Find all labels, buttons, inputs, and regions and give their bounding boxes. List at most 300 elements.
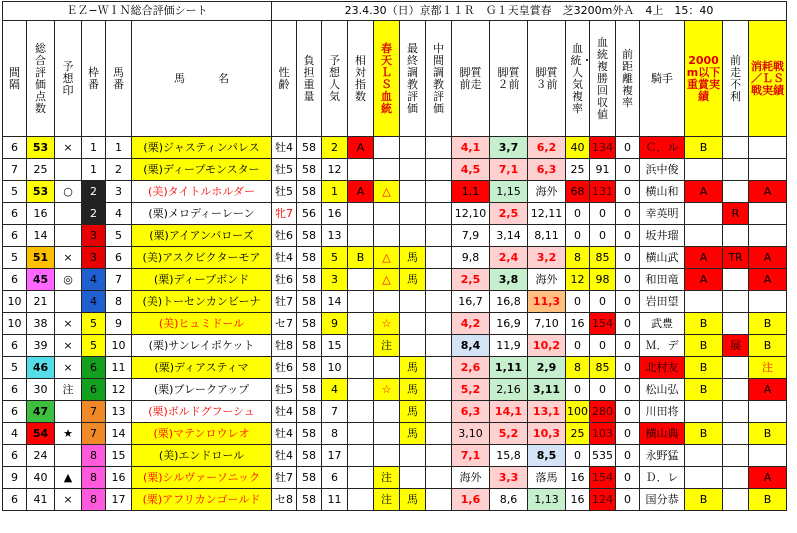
relative-index-cell: [348, 357, 374, 379]
popularity-cell: 7: [322, 401, 348, 423]
popularity-cell: 13: [322, 225, 348, 247]
return-value-cell: 124: [590, 489, 616, 511]
interval-cell: 6: [3, 225, 27, 247]
bloodline-rate-cell: 16: [566, 489, 590, 511]
relative-index-cell: A: [348, 137, 374, 159]
score-cell: 21: [27, 291, 55, 313]
bloodline-rate-cell: 8: [566, 357, 590, 379]
return-value-cell: 0: [590, 225, 616, 247]
horse-number-cell: 14: [106, 423, 132, 445]
score-cell: 51: [27, 247, 55, 269]
bloodline-rate-cell: 0: [566, 291, 590, 313]
interval-cell: 5: [3, 357, 27, 379]
frame-number-cell: 4: [82, 269, 106, 291]
weight-cell: 58: [297, 335, 322, 357]
final-workout-cell: 馬: [400, 247, 426, 269]
interval-cell: 6: [3, 137, 27, 159]
running-style-cell: 海外: [528, 269, 566, 291]
mid-workout-cell: [426, 291, 452, 313]
running-style-cell: 3,7: [490, 137, 528, 159]
header-saishu: 最終調教評価: [400, 21, 426, 137]
horse-name-cell: (栗)アフリカンゴールド: [132, 489, 272, 511]
mid-workout-cell: [426, 137, 452, 159]
running-style-cell: 4,2: [452, 313, 490, 335]
score-cell: 54: [27, 423, 55, 445]
header-seirei: 性齢: [272, 21, 297, 137]
prev-race-disadvantage-cell: TR: [723, 247, 749, 269]
graded-record-cell: A: [685, 247, 723, 269]
score-cell: 53: [27, 181, 55, 203]
header-ashi-mae: 脚質前走: [452, 21, 490, 137]
horse-number-cell: 17: [106, 489, 132, 511]
bloodline-rate-cell: 8: [566, 247, 590, 269]
graded-record-cell: B: [685, 137, 723, 159]
graded-record-cell: B: [685, 489, 723, 511]
header-ashi-3: 脚質３前: [528, 21, 566, 137]
table-row: [3, 247, 787, 269]
horse-number-cell: 11: [106, 357, 132, 379]
graded-record-cell: B: [685, 335, 723, 357]
final-workout-cell: 馬: [400, 379, 426, 401]
interval-cell: 10: [3, 313, 27, 335]
return-value-cell: 535: [590, 445, 616, 467]
weight-cell: 58: [297, 159, 322, 181]
relative-index-cell: [348, 335, 374, 357]
frame-number-cell: 7: [82, 423, 106, 445]
sex-age-cell: 牡4: [272, 423, 297, 445]
attrition-record-cell: A: [749, 269, 787, 291]
prev-distance-rate-cell: 0: [616, 291, 640, 313]
header-yoso: 予想印: [55, 21, 82, 137]
prev-race-disadvantage-cell: [723, 181, 749, 203]
prev-distance-rate-cell: 0: [616, 423, 640, 445]
horse-name-cell: (美)エンドロール: [132, 445, 272, 467]
graded-record-cell: B: [685, 423, 723, 445]
bloodline-rate-cell: 0: [566, 335, 590, 357]
running-style-cell: 1,6: [452, 489, 490, 511]
table-row: [3, 313, 787, 335]
table-row: [3, 445, 787, 467]
mid-workout-cell: [426, 467, 452, 489]
horse-name-cell: (美)タイトルホルダー: [132, 181, 272, 203]
running-style-cell: 2,9: [528, 357, 566, 379]
popularity-cell: 10: [322, 357, 348, 379]
score-cell: 14: [27, 225, 55, 247]
weight-cell: 58: [297, 489, 322, 511]
prev-distance-rate-cell: 0: [616, 203, 640, 225]
prev-race-disadvantage-cell: [723, 225, 749, 247]
running-style-cell: 16,9: [490, 313, 528, 335]
prediction-mark-cell: ×: [55, 357, 82, 379]
weight-cell: 58: [297, 247, 322, 269]
ls-bloodline-cell: [374, 401, 400, 423]
header-sogo: 総合評価点数: [27, 21, 55, 137]
weight-cell: 58: [297, 181, 322, 203]
running-style-cell: 2,16: [490, 379, 528, 401]
ls-bloodline-cell: 注: [374, 335, 400, 357]
bloodline-rate-cell: 16: [566, 467, 590, 489]
weight-cell: 58: [297, 423, 322, 445]
weight-cell: 58: [297, 379, 322, 401]
horse-number-cell: 6: [106, 247, 132, 269]
running-style-cell: 1,13: [528, 489, 566, 511]
popularity-cell: 16: [322, 203, 348, 225]
attrition-record-cell: A: [749, 247, 787, 269]
ls-bloodline-cell: △: [374, 181, 400, 203]
table-row: [3, 137, 787, 159]
title-row: [3, 2, 787, 21]
graded-record-cell: [685, 401, 723, 423]
score-cell: 40: [27, 467, 55, 489]
running-style-cell: 7,1: [490, 159, 528, 181]
jockey-cell: 松山弘: [640, 379, 685, 401]
table-row: [3, 203, 787, 225]
running-style-cell: 6,2: [528, 137, 566, 159]
frame-number-cell: 3: [82, 247, 106, 269]
horse-number-cell: 13: [106, 401, 132, 423]
jockey-cell: 坂井瑠: [640, 225, 685, 247]
interval-cell: 7: [3, 159, 27, 181]
mid-workout-cell: [426, 401, 452, 423]
sex-age-cell: 牝7: [272, 203, 297, 225]
sex-age-cell: セ8: [272, 489, 297, 511]
interval-cell: 5: [3, 181, 27, 203]
table-row: [3, 269, 787, 291]
ls-bloodline-cell: ☆: [374, 379, 400, 401]
running-style-cell: 14,1: [490, 401, 528, 423]
sex-age-cell: 牡6: [272, 357, 297, 379]
prev-distance-rate-cell: 0: [616, 379, 640, 401]
horse-name-cell: (栗)シルヴァーソニック: [132, 467, 272, 489]
running-style-cell: 2,5: [452, 269, 490, 291]
mid-workout-cell: [426, 445, 452, 467]
graded-record-cell: B: [685, 357, 723, 379]
running-style-cell: 10,2: [528, 335, 566, 357]
running-style-cell: 6,3: [528, 159, 566, 181]
prev-race-disadvantage-cell: 展: [723, 335, 749, 357]
graded-record-cell: A: [685, 181, 723, 203]
prev-race-disadvantage-cell: [723, 137, 749, 159]
jockey-cell: 浜中俊: [640, 159, 685, 181]
frame-number-cell: 2: [82, 203, 106, 225]
score-cell: 41: [27, 489, 55, 511]
running-style-cell: 2,4: [490, 247, 528, 269]
popularity-cell: 14: [322, 291, 348, 313]
prediction-mark-cell: ★: [55, 423, 82, 445]
prediction-mark-cell: ×: [55, 489, 82, 511]
horse-name-cell: (栗)ディープボンド: [132, 269, 272, 291]
weight-cell: 58: [297, 401, 322, 423]
final-workout-cell: 馬: [400, 423, 426, 445]
frame-number-cell: 3: [82, 225, 106, 247]
horse-number-cell: 15: [106, 445, 132, 467]
ls-bloodline-cell: [374, 445, 400, 467]
running-style-cell: 11,9: [490, 335, 528, 357]
mid-workout-cell: [426, 225, 452, 247]
weight-cell: 58: [297, 313, 322, 335]
frame-number-cell: 7: [82, 401, 106, 423]
return-value-cell: 0: [590, 335, 616, 357]
return-value-cell: 0: [590, 379, 616, 401]
header-ketto-ninki: 血統・人気複率: [566, 21, 590, 137]
running-style-cell: 9,8: [452, 247, 490, 269]
interval-cell: 6: [3, 489, 27, 511]
jockey-cell: 国分恭: [640, 489, 685, 511]
mid-workout-cell: [426, 379, 452, 401]
running-style-cell: 4,1: [452, 137, 490, 159]
relative-index-cell: [348, 489, 374, 511]
horse-name-cell: (栗)メロディーレーン: [132, 203, 272, 225]
prev-distance-rate-cell: 0: [616, 137, 640, 159]
ls-bloodline-cell: ☆: [374, 313, 400, 335]
evaluation-table: [2, 1, 787, 511]
prediction-mark-cell: [55, 159, 82, 181]
prev-distance-rate-cell: 0: [616, 247, 640, 269]
frame-number-cell: 6: [82, 357, 106, 379]
prev-distance-rate-cell: 0: [616, 313, 640, 335]
final-workout-cell: [400, 159, 426, 181]
attrition-record-cell: A: [749, 379, 787, 401]
table-row: [3, 181, 787, 203]
return-value-cell: 103: [590, 423, 616, 445]
running-style-cell: 3,3: [490, 467, 528, 489]
prev-distance-rate-cell: 0: [616, 159, 640, 181]
interval-cell: 5: [3, 247, 27, 269]
attrition-record-cell: [749, 401, 787, 423]
jockey-cell: 岩田望: [640, 291, 685, 313]
running-style-cell: 落馬: [528, 467, 566, 489]
horse-number-cell: 4: [106, 203, 132, 225]
return-value-cell: 85: [590, 247, 616, 269]
mid-workout-cell: [426, 203, 452, 225]
mid-workout-cell: [426, 335, 452, 357]
header-juusho: 2000m以下重賞実績: [685, 21, 723, 137]
sex-age-cell: 牡4: [272, 137, 297, 159]
interval-cell: 4: [3, 423, 27, 445]
running-style-cell: 4,5: [452, 159, 490, 181]
header-ashi-2: 脚質２前: [490, 21, 528, 137]
attrition-record-cell: B: [749, 423, 787, 445]
score-cell: 53: [27, 137, 55, 159]
interval-cell: 9: [3, 467, 27, 489]
final-workout-cell: [400, 467, 426, 489]
attrition-record-cell: [749, 445, 787, 467]
graded-record-cell: [685, 225, 723, 247]
sex-age-cell: 牡6: [272, 225, 297, 247]
bloodline-rate-cell: 25: [566, 159, 590, 181]
prev-distance-rate-cell: 0: [616, 335, 640, 357]
running-style-cell: 15,8: [490, 445, 528, 467]
table-row: [3, 335, 787, 357]
relative-index-cell: [348, 159, 374, 181]
running-style-cell: 7,1: [452, 445, 490, 467]
running-style-cell: 8,4: [452, 335, 490, 357]
jockey-cell: 武豊: [640, 313, 685, 335]
popularity-cell: 11: [322, 489, 348, 511]
running-style-cell: 3,10: [452, 423, 490, 445]
horse-name-cell: (栗)ボルドグフーシュ: [132, 401, 272, 423]
final-workout-cell: [400, 445, 426, 467]
header-zenso-furi: 前走不利: [723, 21, 749, 137]
final-workout-cell: 馬: [400, 401, 426, 423]
horse-name-cell: (栗)ブレークアップ: [132, 379, 272, 401]
mid-workout-cell: [426, 269, 452, 291]
bloodline-rate-cell: 68: [566, 181, 590, 203]
sheet-title: ＥＺ−ＷＩＮ総合評価シート: [3, 2, 272, 21]
ls-bloodline-cell: △: [374, 269, 400, 291]
running-style-cell: 8,5: [528, 445, 566, 467]
frame-number-cell: 2: [82, 181, 106, 203]
score-cell: 39: [27, 335, 55, 357]
header-ketto-kaishu: 血統複勝回収値: [590, 21, 616, 137]
popularity-cell: 4: [322, 379, 348, 401]
table-row: [3, 357, 787, 379]
table-row: [3, 159, 787, 181]
ls-bloodline-cell: [374, 203, 400, 225]
ls-bloodline-cell: △: [374, 247, 400, 269]
prev-race-disadvantage-cell: R: [723, 203, 749, 225]
table-row: [3, 423, 787, 445]
jockey-cell: 横山典: [640, 423, 685, 445]
mid-workout-cell: [426, 159, 452, 181]
score-cell: 47: [27, 401, 55, 423]
sex-age-cell: 牡5: [272, 181, 297, 203]
score-cell: 30: [27, 379, 55, 401]
bloodline-rate-cell: 40: [566, 137, 590, 159]
jockey-cell: 横山武: [640, 247, 685, 269]
relative-index-cell: [348, 225, 374, 247]
frame-number-cell: 8: [82, 467, 106, 489]
running-style-cell: 3,14: [490, 225, 528, 247]
popularity-cell: 17: [322, 445, 348, 467]
running-style-cell: 7,10: [528, 313, 566, 335]
header-uma: 馬番: [106, 21, 132, 137]
table-row: [3, 379, 787, 401]
final-workout-cell: [400, 137, 426, 159]
table-body: [3, 137, 787, 511]
prev-race-disadvantage-cell: [723, 467, 749, 489]
mid-workout-cell: [426, 313, 452, 335]
return-value-cell: 98: [590, 269, 616, 291]
prediction-mark-cell: [55, 401, 82, 423]
table-row: [3, 467, 787, 489]
score-cell: 38: [27, 313, 55, 335]
header-shomo: 消耗戦／ＬＳ戦実績: [749, 21, 787, 137]
interval-cell: 6: [3, 445, 27, 467]
table-row: [3, 291, 787, 313]
prev-race-disadvantage-cell: [723, 269, 749, 291]
prev-race-disadvantage-cell: [723, 379, 749, 401]
relative-index-cell: [348, 467, 374, 489]
running-style-cell: 海外: [528, 181, 566, 203]
prev-distance-rate-cell: 0: [616, 225, 640, 247]
prediction-mark-cell: ×: [55, 137, 82, 159]
ls-bloodline-cell: 注: [374, 489, 400, 511]
sex-age-cell: 牡8: [272, 335, 297, 357]
prev-race-disadvantage-cell: [723, 159, 749, 181]
final-workout-cell: [400, 203, 426, 225]
score-cell: 25: [27, 159, 55, 181]
jockey-cell: 北村友: [640, 357, 685, 379]
weight-cell: 58: [297, 291, 322, 313]
prediction-mark-cell: [55, 291, 82, 313]
horse-name-cell: (美)ヒュミドール: [132, 313, 272, 335]
horse-name-cell: (美)トーセンカンビーナ: [132, 291, 272, 313]
score-cell: 16: [27, 203, 55, 225]
relative-index-cell: [348, 269, 374, 291]
jockey-cell: 幸英明: [640, 203, 685, 225]
horse-name-cell: (栗)ディアスティマ: [132, 357, 272, 379]
return-value-cell: 154: [590, 313, 616, 335]
weight-cell: 58: [297, 137, 322, 159]
attrition-record-cell: B: [749, 489, 787, 511]
jockey-cell: 永野猛: [640, 445, 685, 467]
header-bamei: 馬 名: [132, 21, 272, 137]
header-chukan: 中間調教評価: [426, 21, 452, 137]
relative-index-cell: [348, 379, 374, 401]
score-cell: 45: [27, 269, 55, 291]
mid-workout-cell: [426, 181, 452, 203]
ls-bloodline-cell: [374, 423, 400, 445]
running-style-cell: 16,8: [490, 291, 528, 313]
return-value-cell: 154: [590, 467, 616, 489]
prev-distance-rate-cell: 0: [616, 401, 640, 423]
popularity-cell: 9: [322, 313, 348, 335]
return-value-cell: 0: [590, 291, 616, 313]
bloodline-rate-cell: 0: [566, 445, 590, 467]
sex-age-cell: 牡7: [272, 467, 297, 489]
prev-race-disadvantage-cell: [723, 401, 749, 423]
relative-index-cell: [348, 291, 374, 313]
header-futan: 負担重量: [297, 21, 322, 137]
jockey-cell: Ｍ．デ: [640, 335, 685, 357]
prev-distance-rate-cell: 0: [616, 181, 640, 203]
weight-cell: 58: [297, 269, 322, 291]
weight-cell: 58: [297, 445, 322, 467]
sex-age-cell: 牡4: [272, 401, 297, 423]
prev-distance-rate-cell: 0: [616, 445, 640, 467]
graded-record-cell: [685, 467, 723, 489]
horse-number-cell: 1: [106, 137, 132, 159]
horse-name-cell: (栗)ディープモンスター: [132, 159, 272, 181]
relative-index-cell: [348, 401, 374, 423]
prev-race-disadvantage-cell: [723, 445, 749, 467]
bloodline-rate-cell: 25: [566, 423, 590, 445]
running-style-cell: 10,3: [528, 423, 566, 445]
running-style-cell: 16,7: [452, 291, 490, 313]
mid-workout-cell: [426, 489, 452, 511]
sex-age-cell: 牡6: [272, 269, 297, 291]
frame-number-cell: 8: [82, 489, 106, 511]
popularity-cell: 2: [322, 137, 348, 159]
header-waku: 枠番: [82, 21, 106, 137]
weight-cell: 58: [297, 225, 322, 247]
running-style-cell: 1,11: [490, 357, 528, 379]
prediction-mark-cell: [55, 225, 82, 247]
ls-bloodline-cell: [374, 159, 400, 181]
header-shunten: 春天ＬＳ血統: [374, 21, 400, 137]
graded-record-cell: [685, 445, 723, 467]
bloodline-rate-cell: 12: [566, 269, 590, 291]
relative-index-cell: [348, 445, 374, 467]
interval-cell: 6: [3, 269, 27, 291]
horse-number-cell: 3: [106, 181, 132, 203]
prediction-mark-cell: 注: [55, 379, 82, 401]
horse-name-cell: (栗)ジャスティンパレス: [132, 137, 272, 159]
table-row: [3, 401, 787, 423]
horse-number-cell: 7: [106, 269, 132, 291]
running-style-cell: 5,2: [452, 379, 490, 401]
